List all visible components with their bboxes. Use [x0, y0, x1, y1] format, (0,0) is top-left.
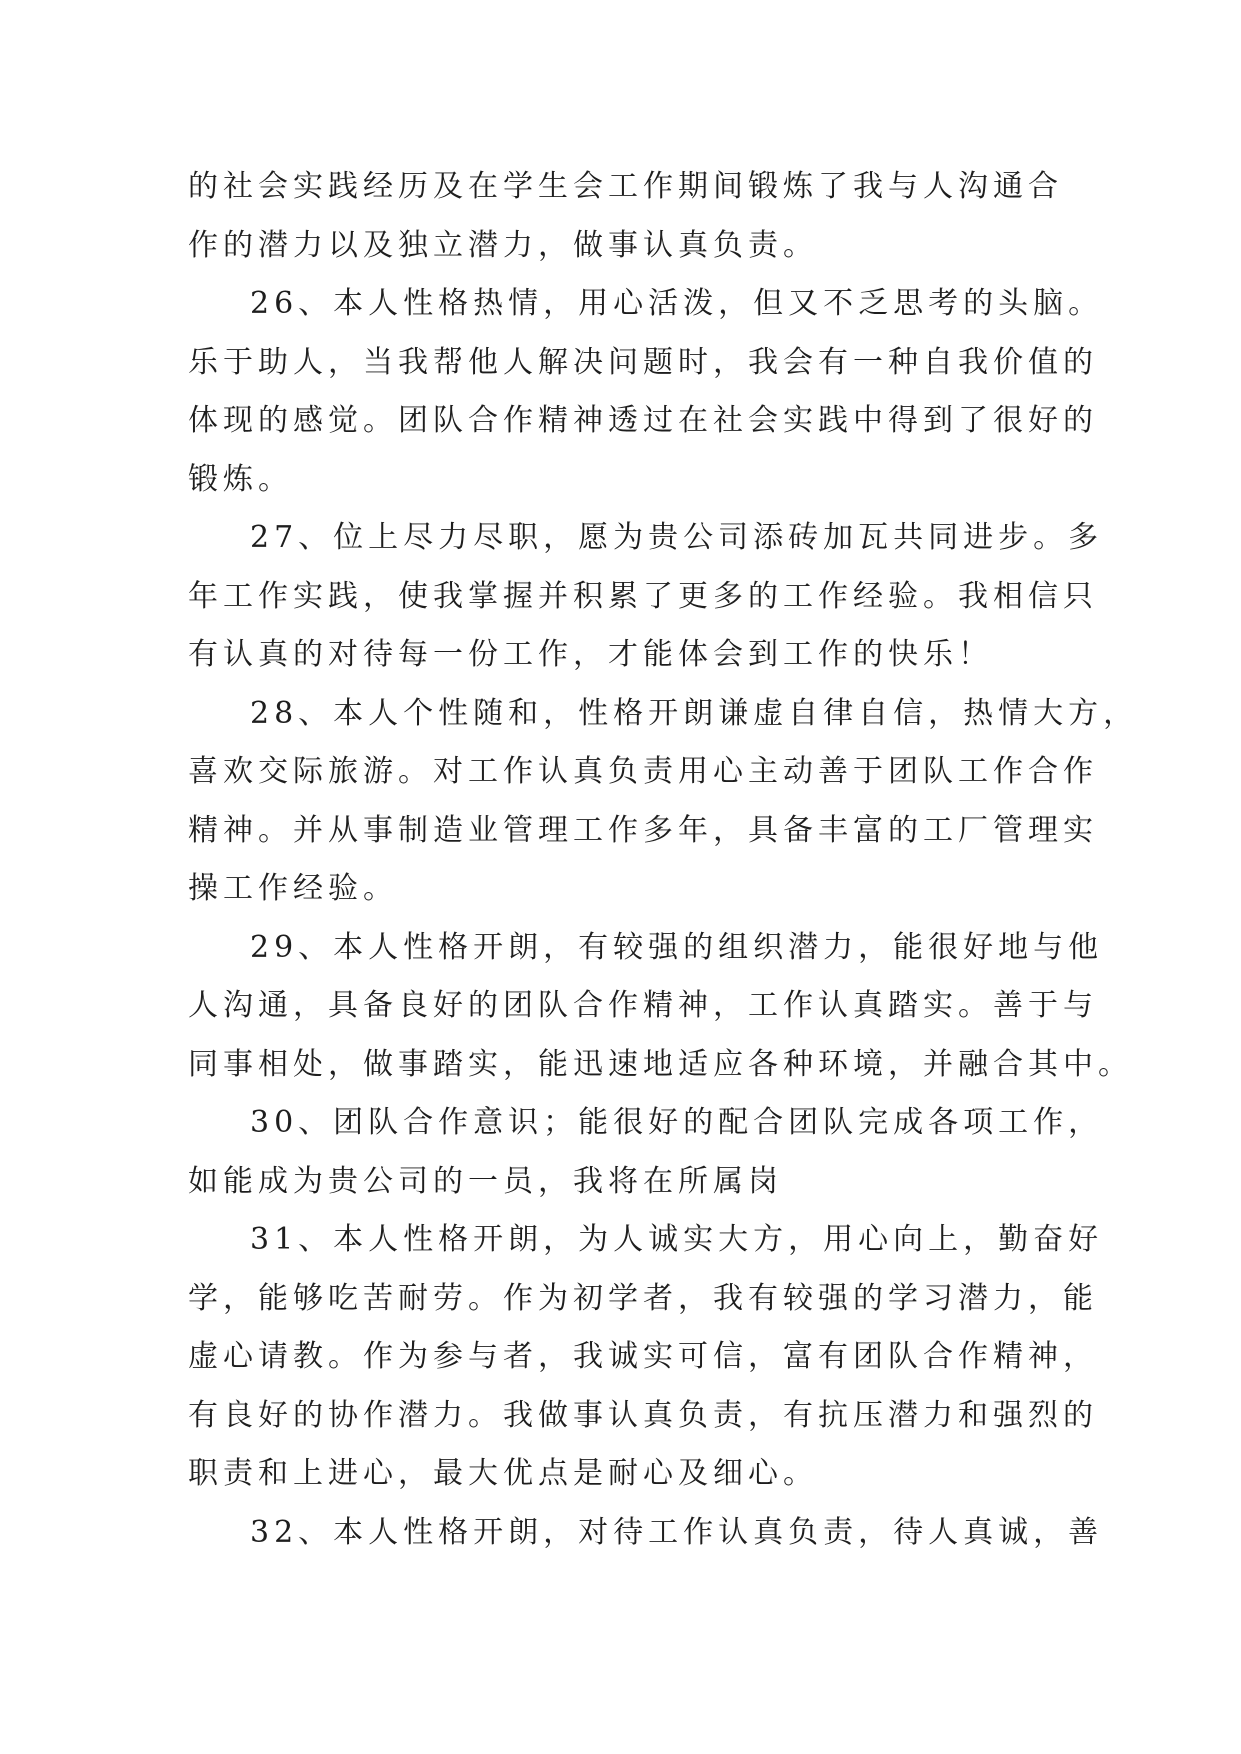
- text-line: 作的潜力以及独立潜力，做事认真负责。: [188, 227, 818, 263]
- text-line: 30、团队合作意识；能很好的配合团队完成各项工作，: [250, 1105, 1104, 1140]
- text-line: 乐于助人，当我帮他人解决问题时，我会有一种自我价值的: [188, 344, 1098, 380]
- text-line: 有良好的协作潜力。我做事认真负责，有抗压潜力和强烈的: [188, 1397, 1098, 1433]
- text-line: 虚心请教。作为参与者，我诚实可信，富有团队合作精神，: [188, 1339, 1098, 1374]
- text-line: 职责和上进心，最大优点是耐心及细心。: [188, 1456, 818, 1491]
- text-line: 年工作实践，使我掌握并积累了更多的工作经验。我相信只: [188, 578, 1098, 614]
- text-line: 26、本人性格热情，用心活泼，但又不乏思考的头脑。: [250, 286, 1104, 321]
- text-line: 28、本人个性随和，性格开朗谦虚自律自信，热情大方，: [250, 695, 1139, 731]
- text-line: 32、本人性格开朗，对待工作认真负责，待人真诚，善: [250, 1514, 1104, 1550]
- text-line: 27、位上尽力尽职，愿为贵公司添砖加瓦共同进步。多: [250, 520, 1104, 555]
- text-line: 学，能够吃苦耐劳。作为初学者，我有较强的学习潜力，能: [188, 1280, 1098, 1316]
- text-line: 锻炼。: [188, 461, 293, 497]
- text-line: 有认真的对待每一份工作，才能体会到工作的快乐！: [188, 637, 993, 672]
- text-line: 操工作经验。: [188, 871, 398, 906]
- text-line: 的社会实践经历及在学生会工作期间锻炼了我与人沟通合: [188, 169, 1063, 204]
- text-line: 29、本人性格开朗，有较强的组织潜力，能很好地与他: [250, 929, 1104, 965]
- text-line: 喜欢交际旅游。对工作认真负责用心主动善于团队工作合作: [188, 754, 1098, 789]
- text-line: 人沟通，具备良好的团队合作精神，工作认真踏实。善于与: [188, 988, 1098, 1023]
- text-line: 如能成为贵公司的一员，我将在所属岗: [188, 1163, 783, 1199]
- document-body: [188, 158, 1139, 1562]
- text-line: 体现的感觉。团队合作精神透过在社会实践中得到了很好的: [188, 403, 1098, 438]
- text-line: 同事相处，做事踏实，能迅速地适应各种环境，并融合其中。: [188, 1046, 1133, 1082]
- text-line: 精神。并从事制造业管理工作多年，具备丰富的工厂管理实: [188, 812, 1098, 848]
- text-line: 31、本人性格开朗，为人诚实大方，用心向上，勤奋好: [250, 1222, 1104, 1257]
